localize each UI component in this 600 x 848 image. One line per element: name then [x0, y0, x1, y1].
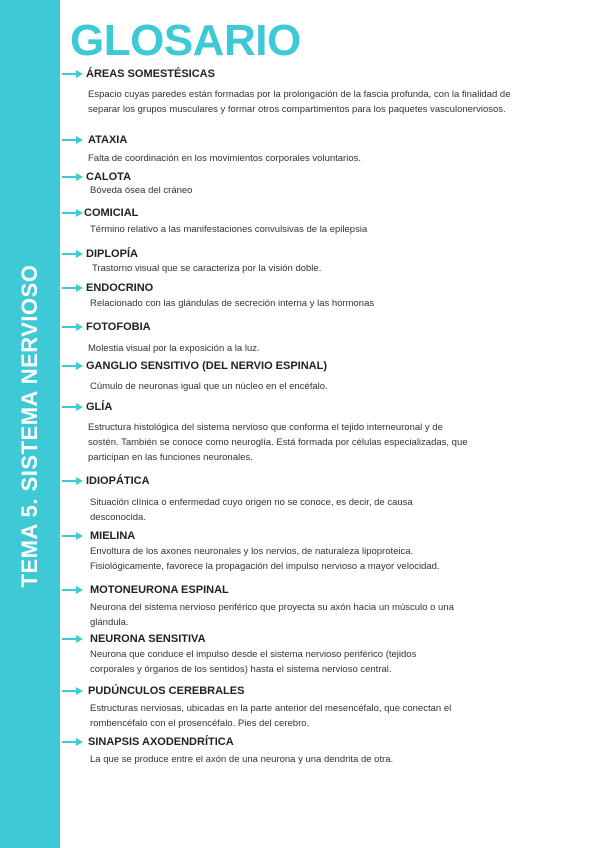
glossary-definition: Molestia visual por la exposición a la luz. — [88, 343, 260, 354]
glossary-term: GLÍA — [86, 401, 113, 413]
glossary-definition: Cúmulo de neuronas igual que un núcleo en el encéfalo. — [90, 381, 328, 392]
glossary-definition: Término relativo a las manifestaciones convulsivas de la epilepsia — [90, 224, 368, 235]
arrow-icon — [62, 281, 82, 295]
glossary-definition: Relacionado con las glándulas de secreción interna y las hormonas — [90, 298, 375, 309]
glossary-term: PUDÚNCULOS CEREBRALES — [88, 685, 245, 697]
arrow-icon — [62, 359, 82, 373]
glossary-term: ÁREAS SOMESTÉSICAS — [86, 68, 215, 80]
arrow-icon — [62, 474, 82, 488]
arrow-icon — [62, 206, 82, 220]
glossary-definition: Trastorno visual que se caracteriza por la visión doble. — [92, 263, 322, 274]
arrow-icon — [62, 170, 82, 184]
glossary-definition: Envoltura de los axones neuronales y los nervios, de naturaleza lipoproteica. Fisiológicamente, favorece la propagación del impulso nervioso a mayor velocidad. — [90, 546, 440, 572]
sidebar — [0, 0, 60, 848]
arrow-icon — [62, 583, 82, 597]
glossary-term: MOTONEURONA ESPINAL — [90, 584, 229, 596]
sidebar-topic-label: TEMA 5. SISTEMA NERVIOSO — [17, 264, 42, 588]
glossary-definition: Bóveda ósea del cráneo — [90, 185, 193, 196]
glossary-term: GANGLIO SENSITIVO (DEL NERVIO ESPINAL) — [86, 360, 328, 372]
arrow-icon — [62, 133, 82, 147]
arrow-icon — [62, 400, 82, 414]
glossary-term: NEURONA SENSITIVA — [90, 633, 206, 645]
glossary-definition: Falta de coordinación en los movimientos corporales voluntarios. — [88, 153, 361, 164]
glossary-definition: Estructura histológica del sistema nervioso que conforma el tejido interneuronal y de sostén. También se conoce como neuroglía. Está formada por células especializadas, que participan en las funciones neuronales. — [88, 422, 468, 463]
arrow-icon — [62, 529, 82, 543]
glossary-definition: Neurona del sistema nervioso periférico que proyecta su axón hacia un músculo o una glándula. — [90, 602, 454, 628]
glossary-term: IDIOPÁTICA — [86, 475, 150, 487]
arrow-icon — [62, 684, 82, 698]
glossary-term: DIPLOPÍA — [86, 248, 138, 260]
arrow-icon — [62, 67, 82, 81]
glossary-term: FOTOFOBIA — [86, 321, 151, 333]
glossary-term: SINAPSIS AXODENDRÍTICA — [88, 736, 234, 748]
glossary-definition: Estructuras nerviosas, ubicadas en la parte anterior del mesencéfalo, que conectan el rombencéfalo con el prosencéfalo. Pies del cerebro. — [90, 703, 452, 729]
glossary-term: ATAXIA — [88, 134, 128, 146]
glossary-definition: La que se produce entre el axón de una neurona y una dendrita de otra. — [90, 754, 394, 765]
glossary-term: COMICIAL — [84, 207, 139, 219]
page-title: GLOSARIO — [70, 16, 301, 65]
arrow-icon — [62, 632, 82, 646]
glossary-definition: Espacio cuyas paredes están formadas por la prolongación de la fascia profunda, con la finalidad de separar los grupos musculares y formar otros compartimentos para los paquetes vasculonerviosos. — [88, 89, 511, 115]
glossary-term: MIELINA — [90, 530, 136, 542]
arrow-icon — [62, 247, 82, 261]
arrow-icon — [62, 320, 82, 334]
glossary-definition: Neurona que conduce el impulso desde el sistema nervioso periférico (tejidos corporales y órganos de los sentidos) hasta el sistema nervioso central. — [90, 649, 417, 675]
glossary-definition: Situación clínica o enfermedad cuyo origen no se conoce, es decir, de causa desconocida. — [90, 497, 413, 523]
glossary-term: CALOTA — [86, 171, 132, 183]
arrow-icon — [62, 735, 82, 749]
glossary-term: ENDOCRINO — [86, 282, 154, 294]
